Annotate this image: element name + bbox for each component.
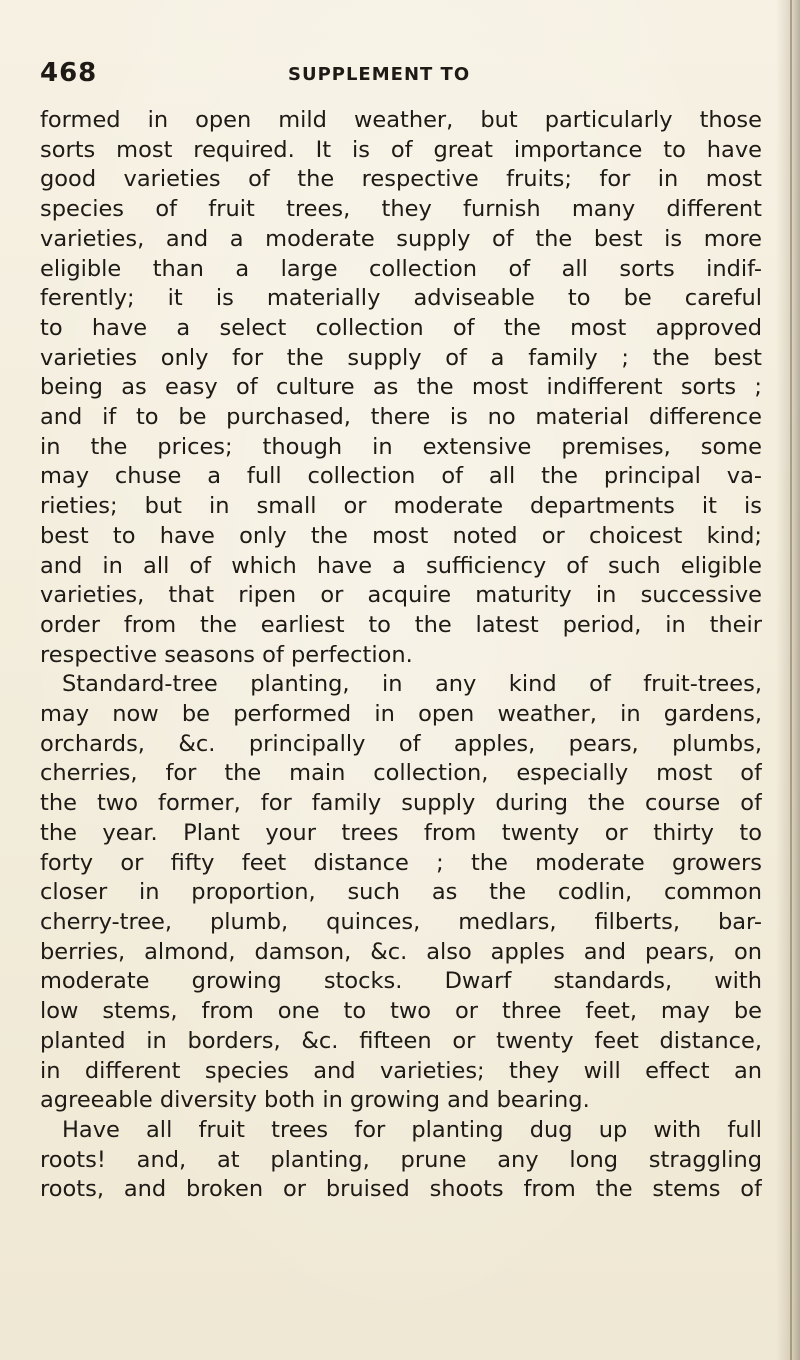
- text-line: in the prices; though in extensive premises, some: [40, 433, 762, 460]
- text-line: moderate growing stocks. Dwarf standards, with: [40, 968, 762, 995]
- page-header: [40, 58, 760, 92]
- text-line: good varieties of the respective fruits; for in most: [40, 166, 762, 193]
- text-line: order from the earliest to the latest period, in their: [40, 611, 762, 638]
- text-line: to have a select collection of the most approved: [40, 314, 762, 341]
- text-line: berries, almond, damson, &c. also apples and pears, on: [40, 938, 762, 965]
- text-line: low stems, from one to two or three feet, may be: [40, 998, 762, 1025]
- text-line: best to have only the most noted or choicest kind;: [40, 522, 762, 549]
- page-number: 468: [40, 58, 98, 88]
- text-line: ferently; it is materially adviseable to be careful: [40, 285, 762, 312]
- text-line: roots, and broken or bruised shoots from the stems of: [40, 1176, 762, 1203]
- body-text: [40, 106, 762, 1205]
- text-line: cherries, for the main collection, especially most of: [40, 760, 762, 787]
- text-line-paragraph-start: Have all fruit trees for planting dug up with full: [62, 1116, 762, 1143]
- text-line-paragraph-end: agreeable diversity both in growing and bearing.: [40, 1087, 590, 1114]
- text-line: varieties, that ripen or acquire maturity in successive: [40, 582, 762, 609]
- text-line: rieties; but in small or moderate departments it is: [40, 493, 762, 520]
- running-head: SUPPLEMENT TO: [288, 64, 471, 85]
- text-line: cherry-tree, plumb, quinces, medlars, filberts, bar-: [40, 908, 762, 935]
- page-gutter-shadow: [776, 0, 800, 1360]
- text-line: varieties only for the supply of a family ; the best: [40, 344, 762, 371]
- text-line-paragraph-end: respective seasons of perfection.: [40, 641, 413, 668]
- text-line: may chuse a full collection of all the principal va-: [40, 463, 762, 490]
- text-line: roots! and, at planting, prune any long straggling: [40, 1146, 762, 1173]
- text-line: the year. Plant your trees from twenty or thirty to: [40, 819, 762, 846]
- text-line: in different species and varieties; they will effect an: [40, 1057, 762, 1084]
- text-line: planted in borders, &c. fifteen or twenty feet distance,: [40, 1027, 762, 1054]
- text-line: the two former, for family supply during the course of: [40, 790, 762, 817]
- text-line: sorts most required. It is of great importance to have: [40, 136, 762, 163]
- text-line: may now be performed in open weather, in gardens,: [40, 701, 762, 728]
- text-line: and in all of which have a sufficiency of such eligible: [40, 552, 762, 579]
- text-line: closer in proportion, such as the codlin, common: [40, 879, 762, 906]
- text-line: and if to be purchased, there is no material difference: [40, 404, 762, 431]
- text-line: being as easy of culture as the most indifferent sorts ;: [40, 374, 762, 401]
- text-line: species of fruit trees, they furnish many different: [40, 196, 762, 223]
- text-line: varieties, and a moderate supply of the best is more: [40, 225, 762, 252]
- text-line: eligible than a large collection of all sorts indif-: [40, 255, 762, 282]
- text-line-paragraph-start: Standard-tree planting, in any kind of fruit-trees,: [62, 671, 762, 698]
- text-line: orchards, &c. principally of apples, pears, plumbs,: [40, 730, 762, 757]
- text-line: forty or fifty feet distance ; the moderate growers: [40, 849, 762, 876]
- page-edge-line: [790, 0, 792, 1360]
- text-line: formed in open mild weather, but particularly those: [40, 107, 762, 133]
